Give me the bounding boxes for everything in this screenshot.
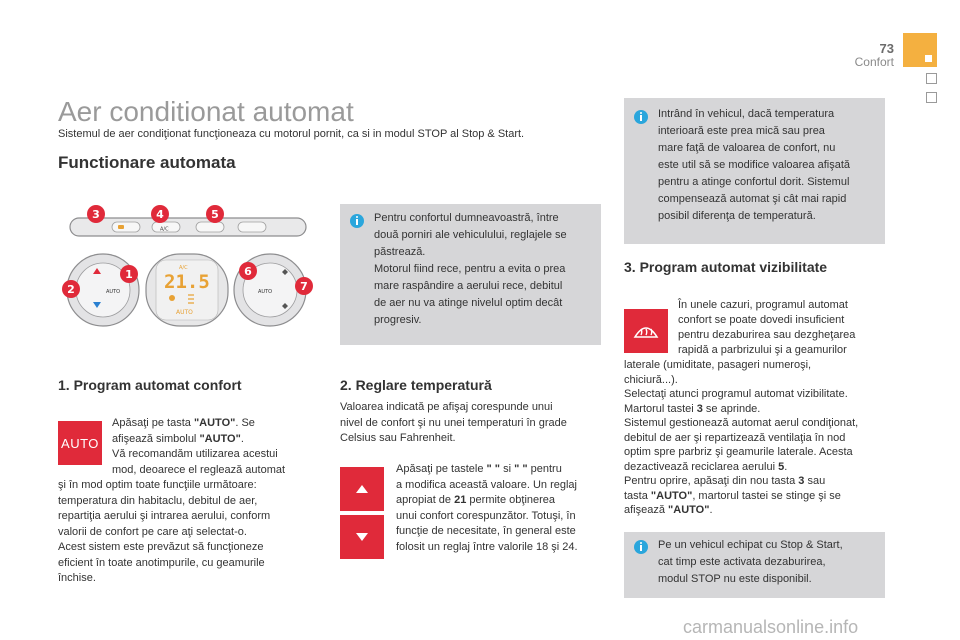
- section1-body-text: şi în mod optim toate funcţiile următoare: temperatura din habitaclu, debitul de aer, repartiţia aerului şi intrarea aerului, conform valorii de confort pe care aţi selectat-o. Acest sistem este prevăzut să funcţioneze eficient în toate anotimpurile, cu geamurile închise.: [58, 479, 271, 584]
- callout-3: 3: [92, 208, 100, 221]
- callout-6: 6: [244, 265, 252, 278]
- arrow-up-icon: [340, 467, 384, 511]
- page-number: 73: [879, 41, 894, 56]
- section-label: Confort: [854, 55, 894, 69]
- section3-indented-text: În unele cazuri, programul automat confort se poate dovedi insuficient pentru dezaburirea sau dezgheţarea rapidă a parbrizului şi a geamurilor: [678, 299, 856, 356]
- page-title: Aer conditionat automat: [58, 96, 354, 127]
- info-icon: [634, 110, 648, 124]
- section2-intro-text: Valoarea indicată pe afişaj corespunde unui nivel de confort şi nu unei temperaturi în grade Celsius sau Fahrenheit.: [340, 401, 567, 444]
- main-heading: Functionare automata: [58, 153, 236, 172]
- callout-7: 7: [300, 280, 308, 293]
- callout-2: 2: [67, 283, 75, 296]
- ac-strip-label: A/C: [160, 226, 169, 233]
- info-box-stop-start: [624, 532, 885, 598]
- footer-watermark: carmanualsonline.info: [683, 617, 859, 637]
- section1-heading: 1. Program automat confort: [58, 377, 242, 393]
- left-knob-auto-label: AUTO: [106, 289, 121, 295]
- info-icon: [350, 214, 364, 228]
- info-box-comfort-text: Pentru confortul dumneavoastră, între două porniri ale vehiculului, reglajele se păstrează. Motorul fiind rece, pentru a evita o prea mare raspândire a aerului rece, debitul de aer nu va atinge nivelul optim decât progresiv.: [374, 212, 567, 326]
- info-box-entering: [624, 98, 885, 244]
- arrow-down-icon: [340, 515, 384, 559]
- callout-4: 4: [156, 208, 164, 221]
- defrost-icon: [624, 309, 668, 353]
- section3-body-text: laterale (umiditate, pasageri numeroşi, chiciură...). Selectaţi atunci programul automat vizibilitate. Martorul tastei 3 se aprinde. Sistemul gestionează automat aerul condiţionat, debitul de aer şi repartizează ventilaţia în nod optim spre parbriz şi geamurile laterale. Acesta dezactivează reciclarea aerului 5. Pentru oprire, apăsaţi din nou tasta 3 sau tasta "AUTO", martorul tastei se stinge şi se afişează "AUTO".: [624, 359, 859, 516]
- callout-1: 1: [125, 268, 133, 281]
- section-tab[interactable]: [926, 92, 937, 103]
- climate-control-panel-illustration: [58, 198, 316, 338]
- display-ac-label: A/C: [179, 265, 188, 271]
- section-tab-active[interactable]: [903, 33, 937, 67]
- info-box-comfort: [340, 204, 601, 345]
- temperature-down-button-icon: [340, 515, 384, 559]
- section2-body-text: Apăsaţi pe tastele " " si " " pentru a modifica această valoare. Un reglaj apropiat de 21 permite obţinerea unui confort corespunzător. Totuşi, în funcţie de necesitate, în general este folosit un reglaj între valorile 18 şi 24.: [396, 463, 578, 553]
- auto-button-icon: AUTO: [58, 421, 102, 465]
- info-box-stop-start-text: Pe un vehicul echipat cu Stop & Start, cat timp este activata dezaburirea, modul STOP nu este disponibil.: [658, 539, 843, 585]
- right-knob-auto-label: AUTO: [258, 289, 273, 295]
- section3-heading: 3. Program automat vizibilitate: [624, 259, 828, 275]
- section1-indented-text: Apăsaţi pe tasta "AUTO". Se afişează simbolul "AUTO". Vă recomandăm utilizarea acestui mod, deoarece el reglează automat: [112, 417, 286, 476]
- page-subtitle: Sistemul de aer condiţionat funcţioneaza cu motorul pornit, ca si in modul STOP al Stop & Start.: [58, 128, 525, 140]
- display-auto-label: AUTO: [176, 309, 193, 316]
- section2-heading: 2. Reglare temperatură: [340, 377, 492, 393]
- section-tab[interactable]: [926, 73, 937, 84]
- windscreen-defrost-button-icon: [624, 309, 668, 353]
- temperature-up-button-icon: [340, 467, 384, 511]
- info-icon: [634, 540, 648, 554]
- callout-5: 5: [211, 208, 219, 221]
- display-temperature: 21.5: [164, 271, 210, 293]
- info-box-entering-text: Intrând în vehicul, dacă temperatura interioară este prea mică sau prea mare faţă de valoarea de confort, nu este util să se modifice valoarea afişată pentru a atinge confortul dorit. Sistemul compensează automat şi cât mai rapid posibil diferenţa de temperatură.: [658, 108, 850, 222]
